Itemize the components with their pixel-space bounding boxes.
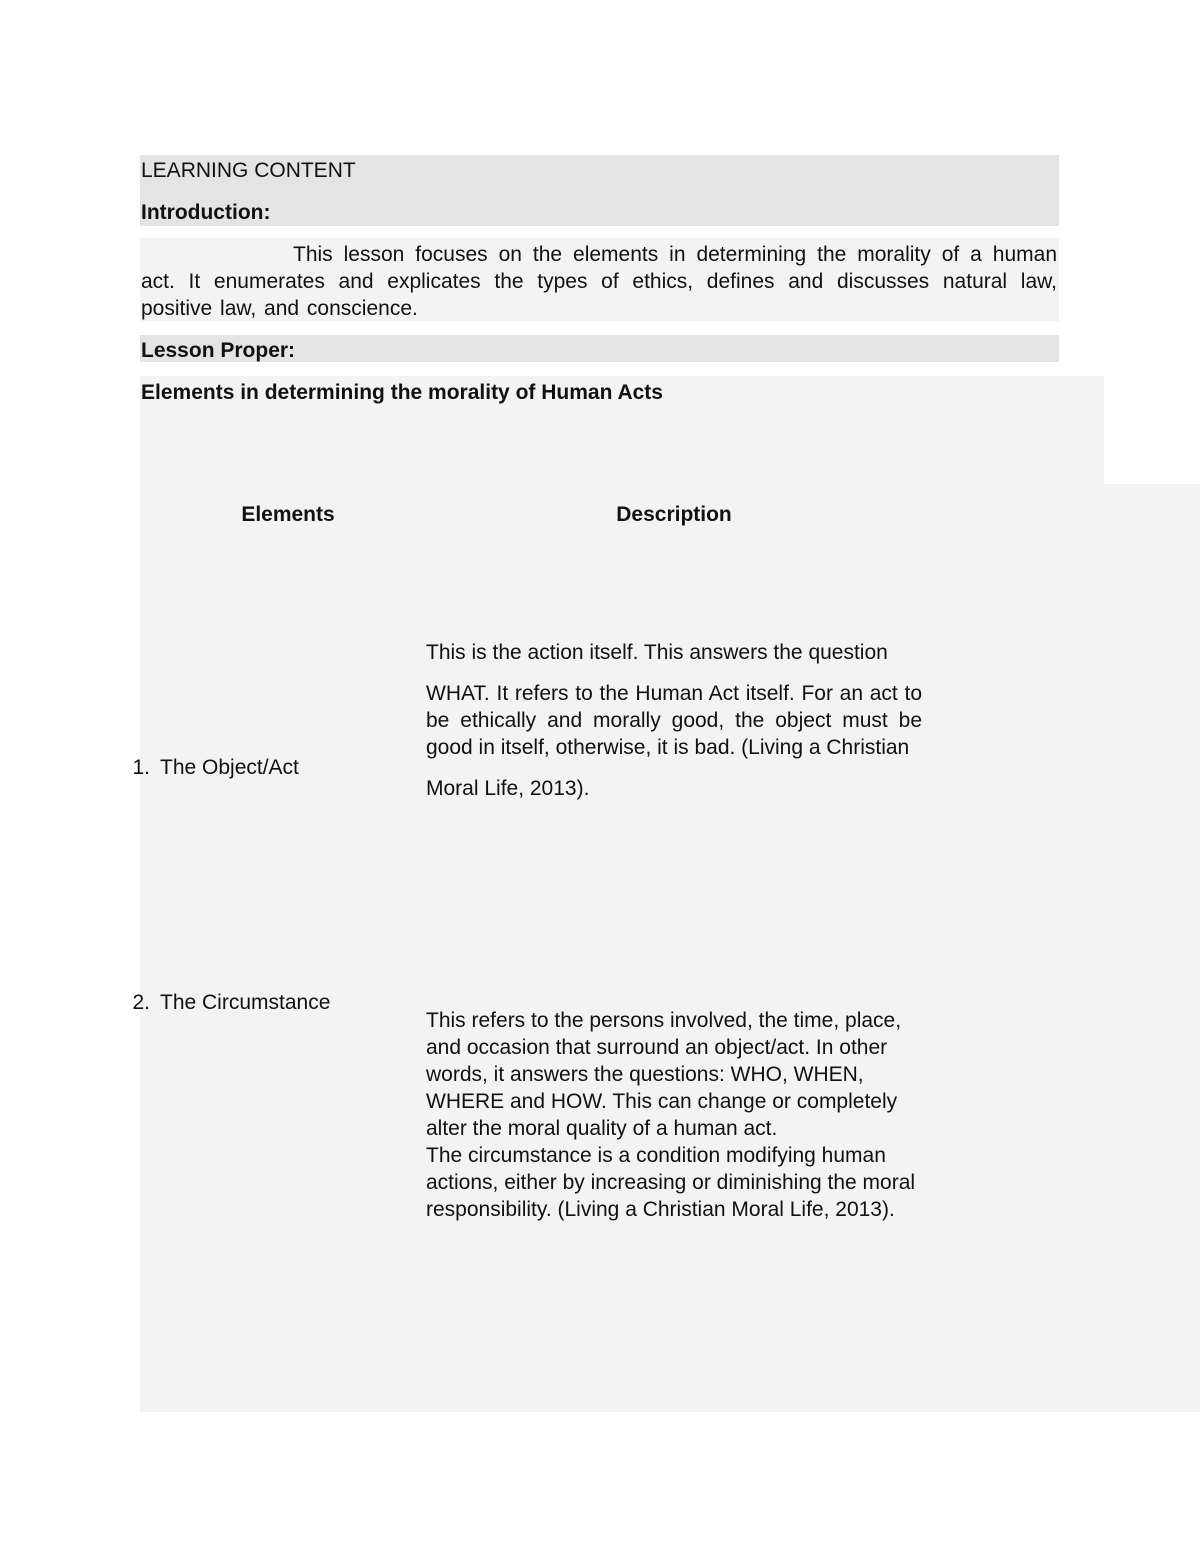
learning-content-title: LEARNING CONTENT — [141, 159, 356, 182]
element-number: 2. — [132, 991, 150, 1014]
description-paragraph: WHAT. It refers to the Human Act itself. For an act to be ethically and morally good, the object must be good in itself, otherwise, it is bad. (Living a Christian — [426, 682, 922, 759]
description-object-act — [426, 639, 922, 816]
element-label: The Object/Act — [160, 756, 299, 779]
table-band — [140, 484, 1200, 1412]
section-title: Elements in determining the morality of Human Acts — [141, 381, 663, 404]
column-header-description: Description — [616, 503, 732, 526]
description-paragraph: This refers to the persons involved, the time, place, and occasion that surround an object/act. In other words, it answers the questions: WHO, WHEN, WHERE and HOW. This can change or completely alter the moral quality of a human act. — [426, 1009, 902, 1140]
description-paragraph: This is the action itself. This answers the question — [426, 641, 888, 664]
element-circumstance — [118, 991, 330, 1015]
element-object-act — [118, 756, 299, 780]
description-paragraph: Moral Life, 2013). — [426, 777, 590, 800]
column-header-elements: Elements — [241, 503, 335, 526]
introduction-paragraph: This lesson focuses on the elements in determining the morality of a human act. It enumerates and explicates the types of ethics, defines and discusses natural law, positive law, and conscience. — [141, 243, 1057, 320]
lesson-proper-heading: Lesson Proper: — [141, 339, 296, 362]
introduction-heading: Introduction: — [141, 201, 271, 224]
description-paragraph: The circumstance is a condition modifying human actions, either by increasing or diminishing the moral responsibility. (Living a Christian Moral Life, 2013). — [426, 1144, 916, 1221]
description-circumstance — [426, 1007, 916, 1223]
element-label: The Circumstance — [160, 991, 331, 1014]
element-number: 1. — [132, 756, 150, 779]
